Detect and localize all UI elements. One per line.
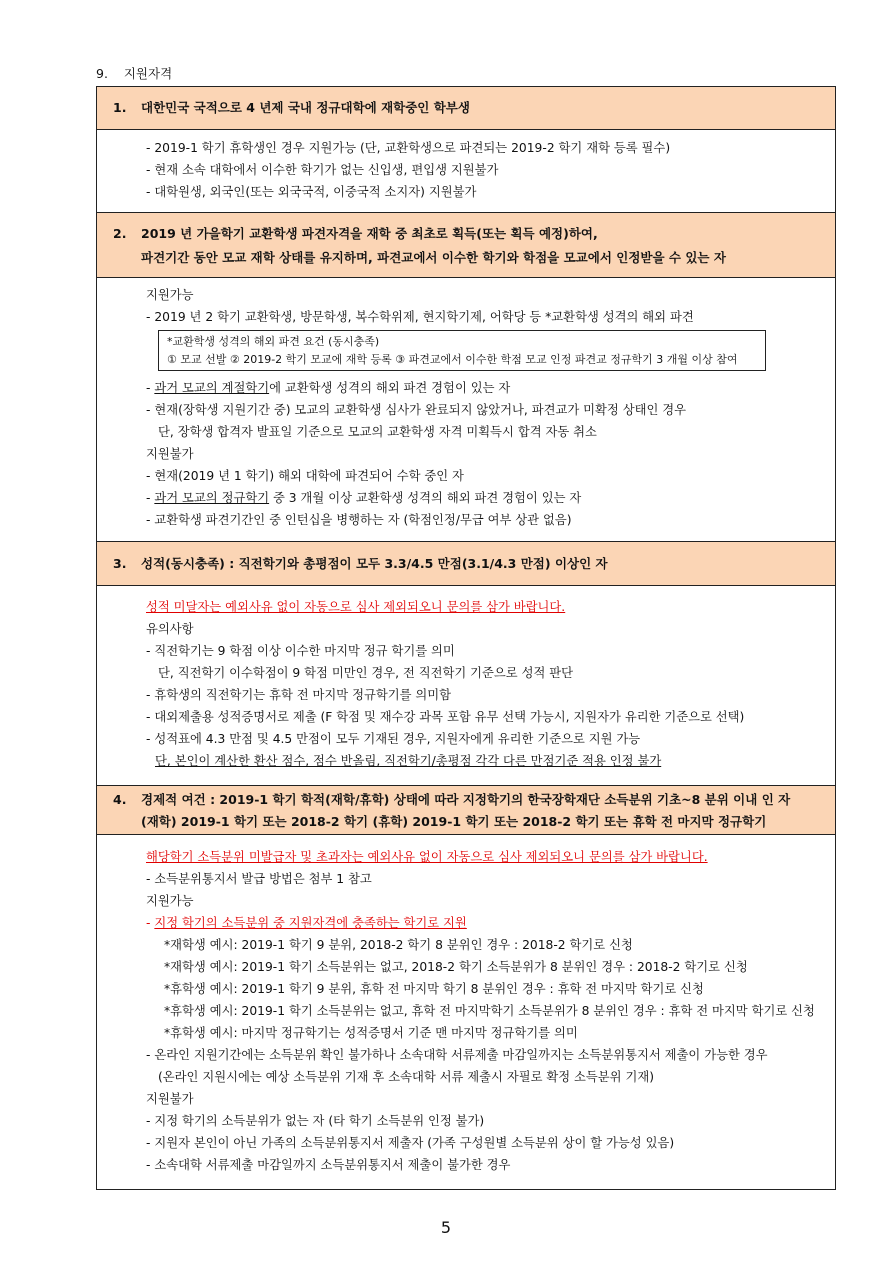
s1-line-1: - 2019-1 학기 휴학생인 경우 지원가능 (단, 교환학생으로 파견되는 2019-2 학기 재학 등록 필수) [146, 141, 671, 155]
s3-note-label: 유의사항 [146, 622, 194, 636]
s1-header [96, 86, 836, 130]
s4-example-2: *재학생 예시: 2019-1 학기 소득분위는 없고, 2018-2 학기 소득분위가 8 분위인 경우 : 2018-2 학기로 신청 [164, 960, 748, 974]
s4-example-5: *휴학생 예시: 마지막 정규학기는 성적증명서 기준 맨 마지막 정규학기를 의미 [164, 1026, 578, 1040]
s2-impossible-2: - 과거 모교의 정규학기 중 3 개월 이상 교환학생 성격의 해외 파견 경험이 있는 자 [146, 491, 582, 505]
s2-possible-3: - 현재(장학생 지원기간 중) 모교의 교환학생 심사가 완료되지 않았거나, 파견교가 미확정 상태인 경우 [146, 403, 686, 417]
s4-possible-label: 지원가능 [146, 894, 194, 908]
s4-red-rule-underlined: 지정 학기의 소득분위 중 지원자격에 충족하는 학기로 지원 [154, 916, 467, 930]
s2-possible-4: 단, 장학생 합격자 발표일 기준으로 모교의 교환학생 자격 미획득시 합격 자동 취소 [158, 425, 597, 439]
s2-title-line-2: 파견기간 동안 모교 재학 상태를 유지하며, 파견교에서 이수한 학기와 학점을 모교에서 인정받을 수 있는 자 [141, 250, 726, 265]
s4-example-3: *휴학생 예시: 2019-1 학기 9 분위, 휴학 전 마지막 학기 8 분위인 경우 : 휴학 전 마지막 학기로 신청 [164, 982, 704, 996]
s2-title-line-1: 2019 년 가을학기 교환학생 파견자격을 재학 중 최초로 획득(또는 획득 예정)하여, [141, 226, 598, 241]
s4-title-line-2: (재학) 2019-1 학기 또는 2018-2 학기 (휴학) 2019-1 학기 또는 2018-2 학기 또는 휴학 전 마지막 정규학기 [141, 814, 767, 829]
s2-requirement-box [158, 330, 766, 371]
s2-impossible-label: 지원불가 [146, 447, 194, 461]
s3-line-3: - 휴학생의 직전학기는 휴학 전 마지막 정규학기를 의미함 [146, 688, 452, 702]
s1-line-3: - 대학원생, 외국인(또는 외국국적, 이중국적 소지자) 지원불가 [146, 185, 477, 199]
s3-header [96, 541, 836, 586]
s4-impossible-label: 지원불가 [146, 1092, 194, 1106]
s3-title: 성적(동시충족) : 직전학기와 총평점이 모두 3.3/4.5 만점(3.1/4.3 만점) 이상인 자 [141, 556, 608, 571]
section-title-text: 지원자격 [123, 66, 173, 81]
s4-number: 4. [113, 792, 127, 807]
s4-line-1: - 소득분위통지서 발급 방법은 첨부 1 참고 [146, 872, 372, 886]
s2-impossible-2-underlined: 과거 모교의 정규학기 [154, 491, 270, 505]
s1-number: 1. [113, 100, 127, 115]
page-number: 5 [440, 1218, 452, 1237]
s2-possible-label: 지원가능 [146, 288, 194, 302]
s3-line-5: - 성적표에 4.3 만점 및 4.5 만점이 모두 기재된 경우, 지원자에게 유리한 기준으로 지원 가능 [146, 732, 641, 746]
s4-example-4: *휴학생 예시: 2019-1 학기 소득분위는 없고, 휴학 전 마지막학기 소득분위가 8 분위인 경우 : 휴학 전 마지막 학기로 신청 [164, 1004, 815, 1018]
s3-line-1: - 직전학기는 9 학점 이상 이수한 마지막 정규 학기를 의미 [146, 644, 455, 658]
s2-possible-2: - 과거 모교의 계절학기에 교환학생 성격의 해외 파견 경험이 있는 자 [146, 381, 511, 395]
s2-impossible-1: - 현재(2019 년 1 학기) 해외 대학에 파견되어 수학 중인 자 [146, 469, 464, 483]
s4-header [96, 785, 836, 835]
s1-line-2: - 현재 소속 대학에서 이수한 학기가 없는 신입생, 편입생 지원불가 [146, 163, 499, 177]
s4-impossible-3: - 소속대학 서류제출 마감일까지 소득분위통지서 제출이 불가한 경우 [146, 1158, 511, 1172]
s4-warning: 해당학기 소득분위 미발급자 및 초과자는 예외사유 없이 자동으로 심사 제외되오니 문의를 삼가 바랍니다. [146, 850, 708, 864]
s4-red-rule: - 지정 학기의 소득분위 중 지원자격에 충족하는 학기로 지원 [146, 916, 467, 930]
s2-possible-2-underlined: 과거 모교의 계절학기 [154, 381, 270, 395]
s2-possible-1: - 2019 년 2 학기 교환학생, 방문학생, 복수학위제, 현지학기제, 어학당 등 *교환학생 성격의 해외 파견 [146, 310, 694, 324]
s4-impossible-2: - 지원자 본인이 아닌 가족의 소득분위통지서 제출자 (가족 구성원별 소득분위 상이 할 가능성 있음) [146, 1136, 675, 1150]
s3-line-6: 단, 본인이 계산한 환산 점수, 점수 반올림, 직전학기/총평점 각각 다른 만점기준 적용 인정 불가 [155, 754, 662, 768]
s3-number: 3. [113, 556, 127, 571]
s3-warning: 성적 미달자는 예외사유 없이 자동으로 심사 제외되오니 문의를 삼가 바랍니다. [146, 600, 566, 614]
section-title [96, 64, 172, 82]
s2-impossible-3: - 교환학생 파견기간인 중 인턴십을 병행하는 자 (학점인정/무급 여부 상관 없음) [146, 513, 572, 527]
s4-impossible-1: - 지정 학기의 소득분위가 없는 자 (타 학기 소득분위 인정 불가) [146, 1114, 485, 1128]
s4-online-1: - 온라인 지원기간에는 소득분위 확인 불가하나 소속대학 서류제출 마감일까지는 소득분위통지서 제출이 가능한 경우 [146, 1048, 768, 1062]
s1-title: 대한민국 국적으로 4 년제 국내 정규대학에 재학중인 학부생 [141, 100, 470, 115]
s4-online-2: (온라인 지원시에는 예상 소득분위 기재 후 소속대학 서류 제출시 자필로 확정 소득분위 기재) [158, 1070, 655, 1084]
s2-box-line-2: ① 모교 선발 ② 2019-2 학기 모교에 재학 등록 ③ 파견교에서 이수한 학점 모교 인정 파견교 정규학기 3 개월 이상 참여 [167, 353, 738, 366]
s4-title-line-1: 경제적 여건 : 2019-1 학기 학적(재학/휴학) 상태에 따라 지정학기의 한국장학재단 소득분위 기초~8 분위 이내 인 자 [141, 792, 791, 807]
s2-number: 2. [113, 226, 127, 241]
s2-box-line-1: *교환학생 성격의 해외 파견 요건 (동시충족) [167, 335, 380, 348]
s2-header [96, 212, 836, 278]
s3-line-2: 단, 직전학기 이수학점이 9 학점 미만인 경우, 전 직전학기 기준으로 성적 판단 [158, 666, 574, 680]
s4-example-1: *재학생 예시: 2019-1 학기 9 분위, 2018-2 학기 8 분위인 경우 : 2018-2 학기로 신청 [164, 938, 633, 952]
s3-line-4: - 대외제출용 성적증명서로 제출 (F 학점 및 재수강 과목 포함 유무 선택 가능시, 지원자가 유리한 기준으로 선택) [146, 710, 745, 724]
section-number: 9. [96, 66, 108, 81]
